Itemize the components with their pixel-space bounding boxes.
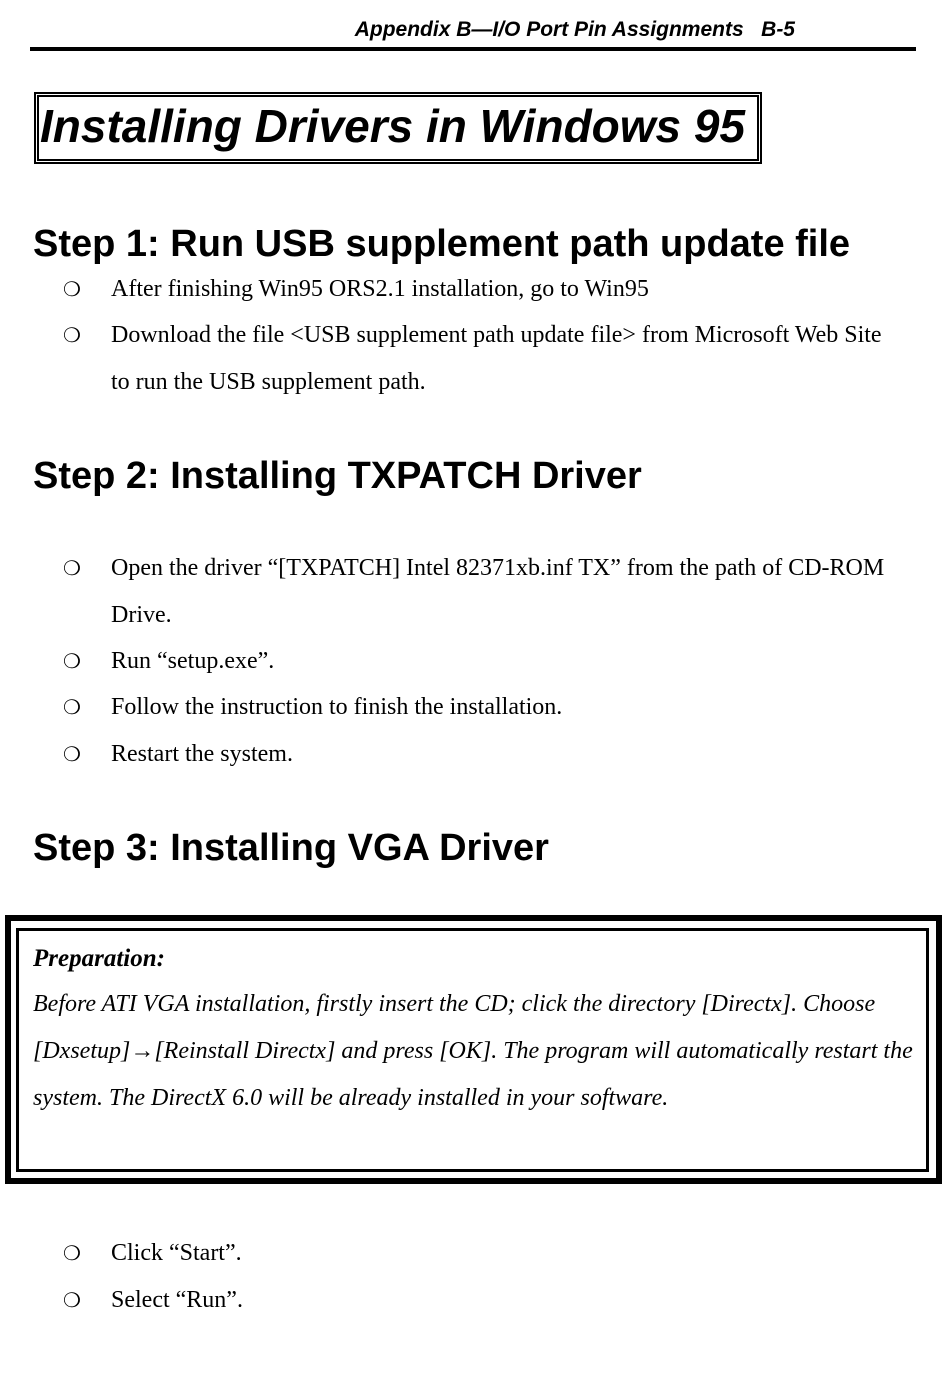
list-item-text: Restart the system.: [111, 741, 293, 767]
running-header: Appendix B—I/O Port Pin Assignments B-5: [354, 18, 795, 41]
bullet-icon: ❍: [63, 742, 81, 766]
step1-heading: Step 1: Run USB supplement path update file: [33, 223, 851, 265]
bullet-icon: ❍: [63, 695, 81, 719]
bullet-icon: ❍: [63, 649, 81, 673]
preparation-title: Preparation:: [33, 945, 165, 972]
list-item-text: Click “Start”.: [111, 1240, 242, 1266]
bullet-icon: ❍: [63, 1241, 81, 1265]
step3-heading: Step 3: Installing VGA Driver: [33, 827, 549, 869]
list-item-text: Download the file <USB supplement path update file> from Microsoft Web Site to run the USB supplement path.: [111, 322, 882, 395]
list-item-text: Open the driver “[TXPATCH] Intel 82371xb.inf TX” from the path of CD-ROM Drive.: [111, 555, 885, 628]
list-item-text: Follow the instruction to finish the installation.: [111, 694, 563, 720]
list-item-text: Run “setup.exe”.: [111, 648, 275, 674]
step2-heading: Step 2: Installing TXPATCH Driver: [33, 455, 642, 497]
list-item-text: After finishing Win95 ORS2.1 installation, go to Win95: [111, 276, 649, 302]
list-item-text: Select “Run”.: [111, 1287, 243, 1313]
bullet-icon: ❍: [63, 556, 81, 580]
header-rule: [30, 47, 916, 51]
preparation-body: Before ATI VGA installation, firstly insert the CD; click the directory [Directx]. Choose [Dxsetup]→[Reinstall Directx] and press [OK]. The program will automatically restart the system. The DirectX 6.0 will be already installed in your software.: [33, 991, 913, 1111]
bullet-icon: ❍: [63, 323, 81, 347]
bullet-icon: ❍: [63, 1288, 81, 1312]
bullet-icon: ❍: [63, 277, 81, 301]
page-title: Installing Drivers in Windows 95: [40, 100, 746, 152]
